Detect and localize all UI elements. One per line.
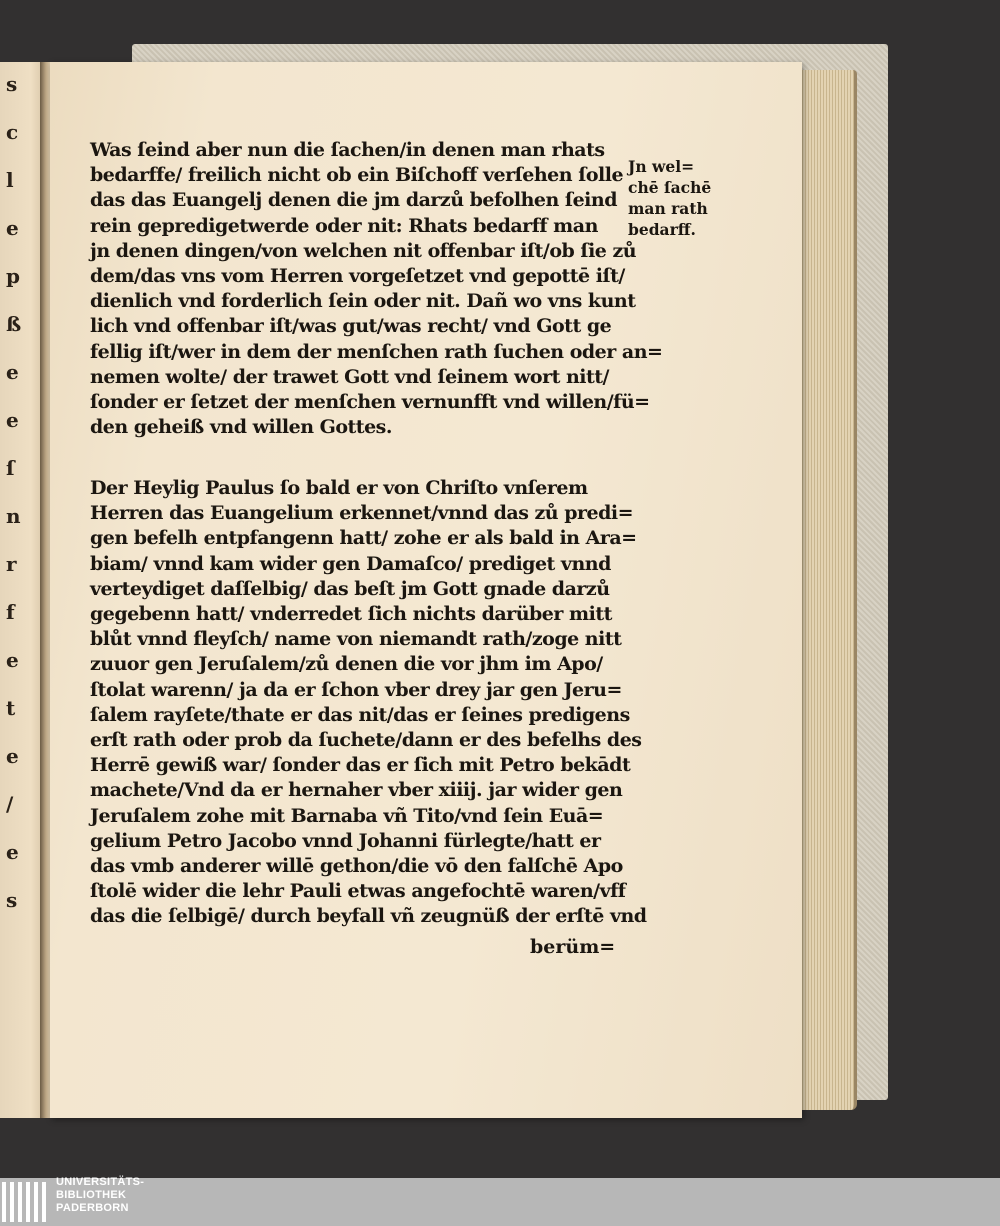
text-line: dem/das vns vom Herren vorgeſetzet vnd gepottē iſt/ bbox=[90, 265, 625, 288]
text-line: fellig iſt/wer in dem der menſchen rath ſuchen oder an= bbox=[90, 340, 663, 363]
text-line: gelium Petro Jacobo vnnd Johanni fürlegte/hatt er bbox=[90, 829, 601, 852]
text-line: zuuor gen Jeruſalem/zů denen die vor jhm im Apo/ bbox=[90, 653, 603, 676]
text-line: biam/ vnnd kam wider gen Damaſco/ prediget vnnd bbox=[90, 552, 611, 575]
text-line: das vmb anderer willē gethon/die vō den falſchē Apo bbox=[90, 855, 623, 878]
text-line: erſt rath oder prob da ſuchete/dann er des befelhs des bbox=[90, 729, 642, 752]
library-line-3: PADERBORN bbox=[56, 1202, 129, 1214]
text-line: das das Euangelj denen die jm darzů befolhen ſeind bbox=[90, 189, 617, 212]
left-fragment: s bbox=[6, 888, 18, 912]
text-line: gegebenn hatt/ vnderredet ſich nichts darüber mitt bbox=[90, 603, 612, 626]
footer-bar bbox=[0, 1178, 1000, 1226]
text-line: nemen wolte/ der trawet Gott vnd ſeinem wort nitt/ bbox=[90, 365, 609, 388]
left-page-edge bbox=[0, 62, 44, 1118]
text-line: Der Heylig Paulus ſo bald er von Chriſto vnſerem bbox=[90, 477, 588, 499]
text-line: machete/Vnd da er hernaher vber xiiij. jar wider gen bbox=[90, 779, 623, 802]
text-line: Herrē gewiß war/ ſonder das er ſich mit Petro bekādt bbox=[90, 754, 631, 777]
text-line: Jeruſalem zohe mit Barnaba vñ Tito/vnd ſein Euā= bbox=[90, 804, 604, 827]
note-line: man rath bbox=[628, 199, 708, 218]
text-line: ſtolē wider die lehr Pauli etwas angefochtē waren/vff bbox=[90, 880, 626, 903]
left-fragment: s bbox=[6, 72, 18, 96]
text-line: ſtolat warenn/ ja da er ſchon vber drey jar gen Jeru= bbox=[90, 678, 622, 701]
text-line: ſonder er ſetzet der menſchen vernunfft vnd willen/fü= bbox=[90, 391, 650, 414]
text-line: das die ſelbigē/ durch beyfall vñ zeugnüß der erſtē vnd bbox=[90, 905, 647, 928]
left-fragment: e bbox=[6, 408, 19, 432]
left-fragment: p bbox=[6, 264, 20, 288]
note-line: bedarff. bbox=[628, 220, 696, 239]
text-line: jn denen dingen/von welchen nit offenbar iſt/ob ſie zů bbox=[90, 239, 637, 262]
left-fragment: / bbox=[6, 792, 14, 816]
left-fragment: e bbox=[6, 648, 19, 672]
text-line: den geheiß vnd willen Gottes. bbox=[90, 416, 392, 439]
left-fragment: c bbox=[6, 120, 19, 144]
left-fragment: e bbox=[6, 744, 19, 768]
library-line-1: UNIVERSITÄTS- bbox=[56, 1176, 145, 1188]
left-fragment: e bbox=[6, 360, 19, 384]
catchword: berüm= bbox=[530, 936, 616, 958]
text-line: verteydiget daſſelbig/ das beſt jm Gott gnade darzů bbox=[90, 577, 610, 600]
note-line: Jn wel= bbox=[628, 157, 695, 176]
left-fragment: ſ bbox=[6, 456, 15, 480]
left-fragment: f bbox=[6, 600, 15, 624]
text-line: lich vnd offenbar iſt/was gut/was recht/ vnd Gott ge bbox=[90, 315, 612, 338]
left-fragment: t bbox=[6, 696, 16, 720]
page-edges bbox=[796, 70, 857, 1110]
text-line: bedarffe/ freilich nicht ob ein Biſchoff verſehen ſolle bbox=[90, 164, 624, 187]
left-fragment: n bbox=[6, 504, 21, 528]
text-line: blůt vnnd fleyſch/ name von niemandt rath/zoge nitt bbox=[90, 628, 622, 651]
text-line: ſalem rayſete/thate er das nit/das er ſeines predigens bbox=[90, 703, 630, 726]
text-line: Was ſeind aber nun die ſachen/in denen man rhats bbox=[90, 139, 605, 161]
text-line: Herren das Euangelium erkennet/vnnd das zů predi= bbox=[90, 502, 634, 525]
marginal-note bbox=[628, 156, 718, 240]
text-line: rein gepredigetwerde oder nit: Rhats bedarff man bbox=[90, 214, 598, 237]
left-fragment: r bbox=[6, 552, 17, 576]
left-fragment: l bbox=[6, 168, 14, 192]
bleed-through bbox=[690, 270, 750, 390]
note-line: chē ſachē bbox=[628, 178, 712, 197]
left-fragment: ß bbox=[6, 312, 22, 336]
left-fragment: e bbox=[6, 216, 19, 240]
library-name bbox=[56, 1176, 144, 1215]
text-line: gen befelh entpfangenn hatt/ zohe er als bald in Ara= bbox=[90, 527, 637, 550]
paragraph-2 bbox=[90, 476, 647, 930]
text-line: dienlich vnd forderlich ſein oder nit. Dañ wo vns kunt bbox=[90, 290, 636, 313]
library-logo-icon bbox=[0, 1178, 50, 1226]
library-line-2: BIBLIOTHEK bbox=[56, 1189, 127, 1201]
left-fragment: e bbox=[6, 840, 19, 864]
